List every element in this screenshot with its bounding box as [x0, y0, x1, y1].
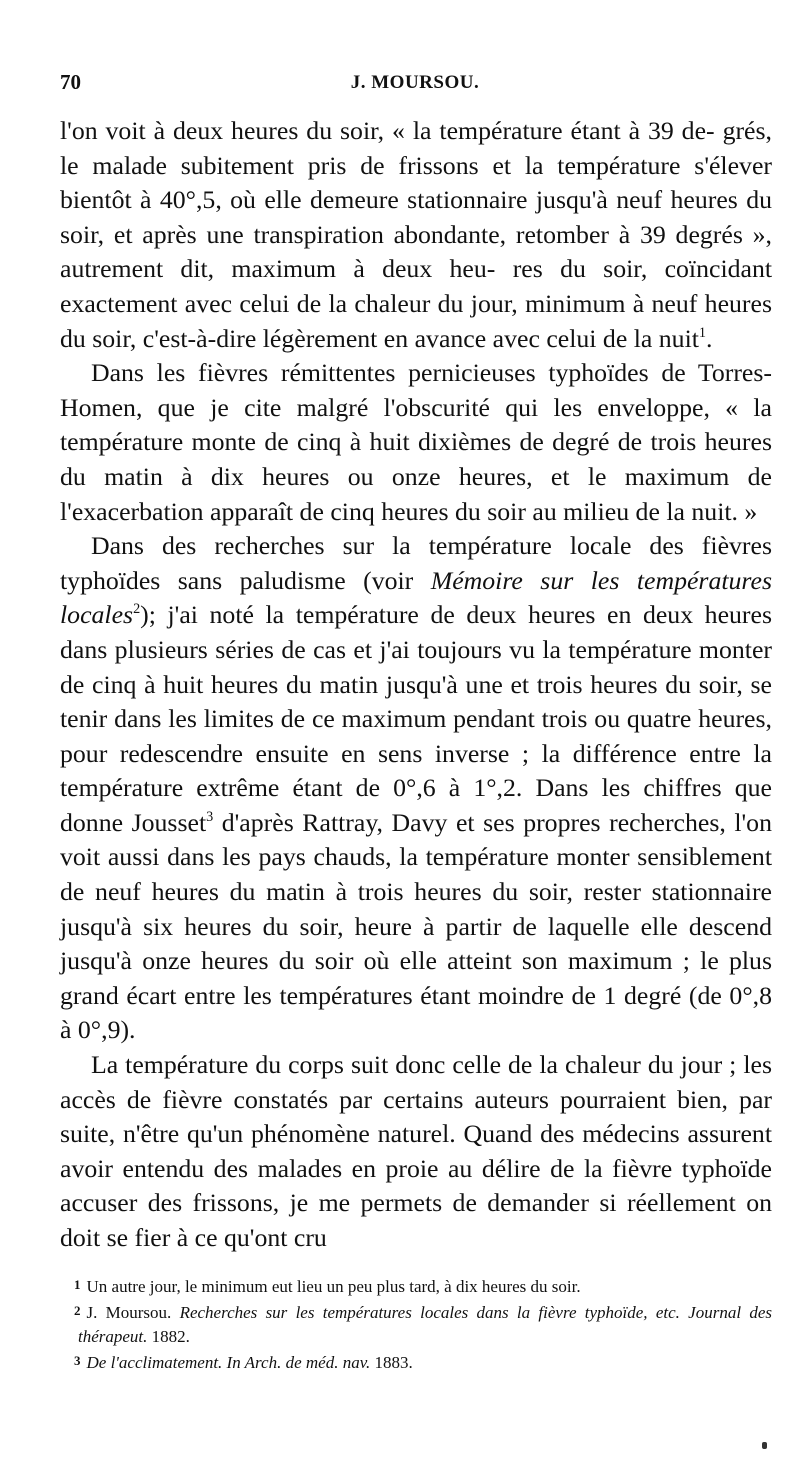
ink-mark — [762, 1442, 767, 1449]
p1-line-1: l'on voit à deux heures du soir, « la température étant à 39 de- — [60, 116, 715, 145]
p1-line-6: res du soir, coïncidant exactement avec celui de la chaleur du — [60, 254, 773, 318]
footnote-3-year: 1883. — [370, 1353, 413, 1372]
p1-line-8: en avance avec celui de la nuit — [383, 323, 699, 353]
main-text — [60, 114, 772, 1256]
paragraph-2: Dans les fièvres rémittentes pernicieuses typhoïdes de Torres-Homen, que je cite malgré l'obscurité qui les enveloppe, « la température monte de cinq à huit dixièmes de degré de trois heures du matin à dix heures ou onze heures, et le maximum de l'exacerbation apparaît de cinq heures du soir au milieu de la nuit. » — [60, 358, 772, 526]
p3-memoir-title: Mémoire sur les températures locales — [60, 565, 772, 630]
footnote-3-number: 3 — [74, 1353, 81, 1368]
p1-line-4: neuf heures du soir, et après une transpiration abondante, — [60, 185, 773, 249]
p1-line-5: retomber à 39 degrés », autrement dit, maximum à deux heu- — [60, 219, 772, 284]
p3-text-a: Dans des recherches sur la température locale des fièvres typhoïdes sans paludisme (voir — [60, 531, 772, 595]
p1-line-2: grés, le malade subitement pris de frissons et la température — [60, 116, 772, 180]
p1-line-7: jour, minimum à neuf heures du soir, c'est-à-dire légèrement — [60, 288, 772, 353]
footnotes — [60, 1273, 772, 1375]
footnote-2-title: Recherches sur les températures locales dans la fièvre typhoïde, etc. Journal des thérapeut. — [78, 1303, 773, 1346]
footnote-1-text: Un autre jour, le minimum eut lieu un peu plus tard, à dix heures du soir. — [86, 1277, 581, 1296]
p1-end: . — [706, 323, 713, 353]
footnote-ref-3[interactable]: 3 — [206, 808, 214, 825]
footnote-ref-2[interactable]: 2 — [133, 601, 141, 618]
p3-text-b: ); j'ai noté la température de deux heures en deux heures dans plusieurs séries de cas et j'ai toujours vu la température monter de cinq à huit heures du matin jusqu'à une et trois heures du soir, se tenir dans les limites de ce maximum pendant trois ou quatre heures, pour redescendre ensuite en sens inverse ; la différence entre la température extrême étant de 0°,6 à 1°,2. Dans les chiffres que donne Jousset — [60, 600, 772, 837]
footnote-2 — [60, 1299, 772, 1349]
footnote-2-number: 2 — [74, 1303, 81, 1318]
footnote-ref-1[interactable]: 1 — [698, 324, 707, 341]
footnote-3 — [60, 1349, 772, 1375]
paragraph-4: La température du corps suit donc celle de la chaleur du jour ; les accès de fièvre constatés par certains auteurs pourraient bien, par suite, n'être qu'un phénomène naturel. Quand des médecins assurent avoir entendu des malades en proie au délire de la fièvre typhoïde accuser des frissons, je me permets de demander si réellement on doit se fier à ce qu'ont cru — [60, 1050, 772, 1252]
footnote-1-number: 1 — [74, 1277, 81, 1292]
p1-line-3: s'élever bientôt à 40°,5, où elle demeure stationnaire jusqu'à — [60, 150, 772, 215]
paragraph-1 — [60, 114, 772, 356]
page-header — [60, 70, 770, 100]
footnote-3-title: De l'acclimatement. In Arch. de méd. nav. — [86, 1353, 371, 1372]
p3-text-c: d'après Rattray, Davy et ses propres recherches, l'on voit aussi dans les pays chauds, la température monter sensiblement de neuf heures du matin à trois heures du soir, rester stationnaire jusqu'à six heures du soir, heure à partir de laquelle elle descend jusqu'à onze heures du soir où elle atteint son maximum ; le plus grand écart entre les températures étant moindre de 1 degré (de 0°,8 à 0°,9). — [60, 807, 772, 1045]
footnote-1 — [60, 1273, 772, 1299]
paragraph-3 — [60, 529, 772, 1048]
footnote-2-year: 1882. — [147, 1327, 190, 1346]
page-number: 70 — [60, 70, 81, 94]
footnote-2-author: J. Moursou. — [86, 1303, 180, 1322]
running-head: J. MOURSOU. — [350, 72, 480, 93]
